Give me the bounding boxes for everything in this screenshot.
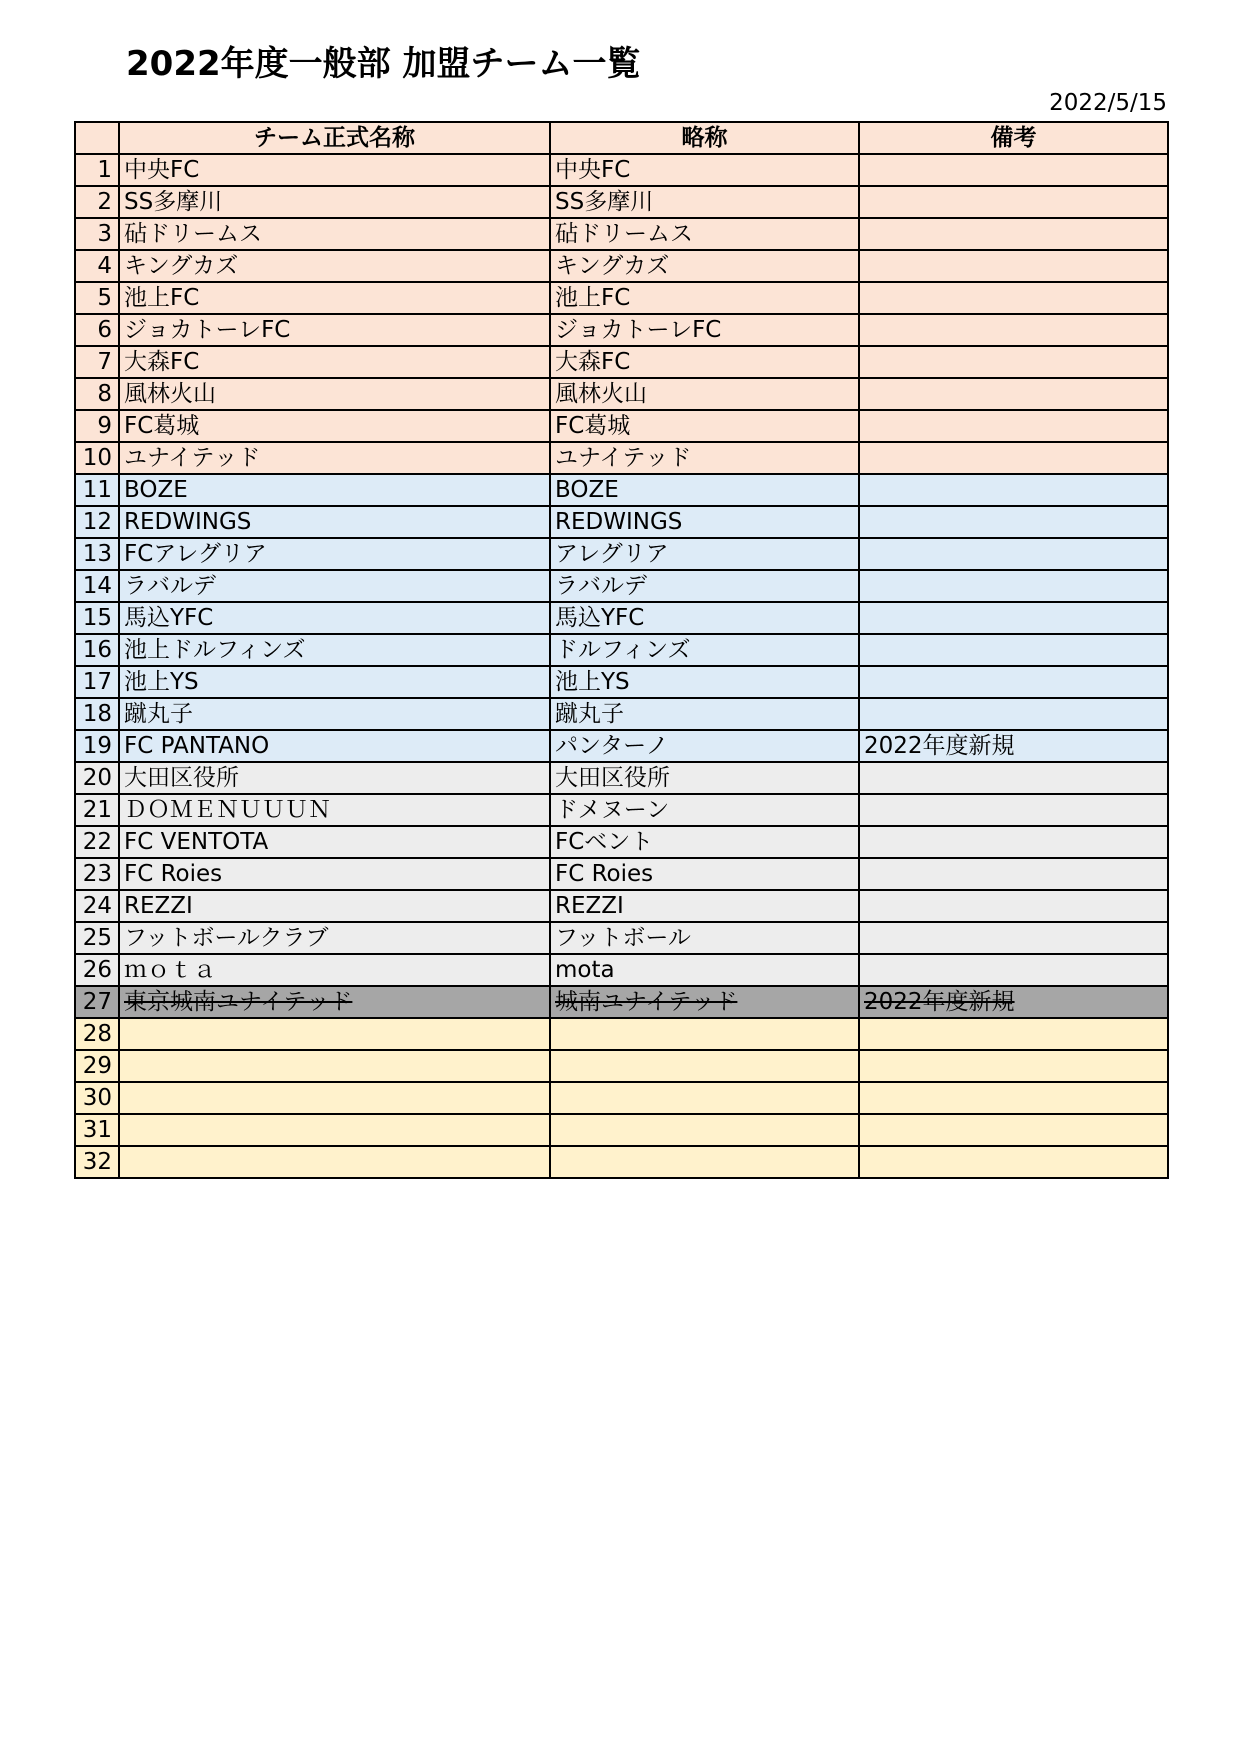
remarks-cell bbox=[859, 218, 1168, 250]
official-name-cell: BOZE bbox=[119, 474, 550, 506]
table-row bbox=[75, 1146, 1168, 1178]
short-name-cell: 城南ユナイテッド bbox=[550, 986, 859, 1018]
table-row bbox=[75, 378, 1168, 410]
remarks-cell bbox=[859, 250, 1168, 282]
row-number-cell: 7 bbox=[75, 346, 119, 378]
row-number-cell: 29 bbox=[75, 1050, 119, 1082]
remarks-cell bbox=[859, 1114, 1168, 1146]
short-name-cell: フットボール bbox=[550, 922, 859, 954]
official-name-cell: 池上ドルフィンズ bbox=[119, 634, 550, 666]
table-row bbox=[75, 154, 1168, 186]
short-name-cell: 中央FC bbox=[550, 154, 859, 186]
table-row bbox=[75, 890, 1168, 922]
row-number-cell: 8 bbox=[75, 378, 119, 410]
row-number-cell: 17 bbox=[75, 666, 119, 698]
short-name-cell: ドルフィンズ bbox=[550, 634, 859, 666]
remarks-cell bbox=[859, 602, 1168, 634]
official-name-cell: 馬込YFC bbox=[119, 602, 550, 634]
table-row bbox=[75, 506, 1168, 538]
remarks-cell bbox=[859, 1146, 1168, 1178]
short-name-cell: BOZE bbox=[550, 474, 859, 506]
remarks-cell: 2022年度新規 bbox=[859, 730, 1168, 762]
remarks-cell bbox=[859, 186, 1168, 218]
official-name-cell bbox=[119, 1082, 550, 1114]
short-name-cell: キングカズ bbox=[550, 250, 859, 282]
row-number-cell: 6 bbox=[75, 314, 119, 346]
short-name-cell bbox=[550, 1082, 859, 1114]
remarks-cell bbox=[859, 154, 1168, 186]
remarks-cell bbox=[859, 954, 1168, 986]
table-row bbox=[75, 570, 1168, 602]
official-name-cell: フットボールクラブ bbox=[119, 922, 550, 954]
row-number-cell: 27 bbox=[75, 986, 119, 1018]
short-name-cell: ユナイテッド bbox=[550, 442, 859, 474]
short-name-cell: アレグリア bbox=[550, 538, 859, 570]
remarks-cell bbox=[859, 378, 1168, 410]
official-name-cell: 大森FC bbox=[119, 346, 550, 378]
remarks-cell bbox=[859, 698, 1168, 730]
remarks-cell bbox=[859, 506, 1168, 538]
short-name-cell bbox=[550, 1018, 859, 1050]
official-name-cell: 風林火山 bbox=[119, 378, 550, 410]
table-row bbox=[75, 634, 1168, 666]
row-number-cell: 16 bbox=[75, 634, 119, 666]
row-number-cell: 3 bbox=[75, 218, 119, 250]
official-name-cell: REDWINGS bbox=[119, 506, 550, 538]
official-name-cell: 大田区役所 bbox=[119, 762, 550, 794]
row-number-cell: 13 bbox=[75, 538, 119, 570]
official-name-cell: SS多摩川 bbox=[119, 186, 550, 218]
short-name-cell: 砧ドリームス bbox=[550, 218, 859, 250]
table-row bbox=[75, 602, 1168, 634]
row-number-cell: 1 bbox=[75, 154, 119, 186]
short-name-cell: 池上FC bbox=[550, 282, 859, 314]
short-name-cell: 蹴丸子 bbox=[550, 698, 859, 730]
official-name-cell: ＤＯＭＥＮＵＵＵＮ bbox=[119, 794, 550, 826]
table-row bbox=[75, 1114, 1168, 1146]
table-header-row bbox=[75, 122, 1168, 154]
official-name-cell: FC葛城 bbox=[119, 410, 550, 442]
row-number-cell: 10 bbox=[75, 442, 119, 474]
remarks-cell bbox=[859, 890, 1168, 922]
remarks-cell bbox=[859, 858, 1168, 890]
row-number-cell: 15 bbox=[75, 602, 119, 634]
row-number-cell: 26 bbox=[75, 954, 119, 986]
table-row bbox=[75, 858, 1168, 890]
remarks-cell bbox=[859, 538, 1168, 570]
remarks-cell bbox=[859, 346, 1168, 378]
official-name-cell: 池上FC bbox=[119, 282, 550, 314]
table-row bbox=[75, 762, 1168, 794]
official-name-cell: 東京城南ユナイテッド bbox=[119, 986, 550, 1018]
official-name-cell: キングカズ bbox=[119, 250, 550, 282]
short-name-cell: mota bbox=[550, 954, 859, 986]
short-name-cell: ジョカトーレFC bbox=[550, 314, 859, 346]
official-name-cell bbox=[119, 1146, 550, 1178]
table-row bbox=[75, 410, 1168, 442]
table-row bbox=[75, 1082, 1168, 1114]
short-name-cell: 大田区役所 bbox=[550, 762, 859, 794]
row-number-cell: 30 bbox=[75, 1082, 119, 1114]
row-number-cell: 5 bbox=[75, 282, 119, 314]
row-number-cell: 24 bbox=[75, 890, 119, 922]
row-number-cell: 18 bbox=[75, 698, 119, 730]
page-title: 2022年度一般部 加盟チーム一覧 bbox=[126, 44, 641, 84]
table-row bbox=[75, 538, 1168, 570]
official-name-cell: FC VENTOTA bbox=[119, 826, 550, 858]
short-name-cell: 馬込YFC bbox=[550, 602, 859, 634]
table-row bbox=[75, 314, 1168, 346]
official-name-cell: 蹴丸子 bbox=[119, 698, 550, 730]
table-row bbox=[75, 954, 1168, 986]
table-row bbox=[75, 1018, 1168, 1050]
short-name-cell: 大森FC bbox=[550, 346, 859, 378]
official-name-cell: FCアレグリア bbox=[119, 538, 550, 570]
table-row bbox=[75, 730, 1168, 762]
row-number-cell: 14 bbox=[75, 570, 119, 602]
remarks-cell bbox=[859, 1082, 1168, 1114]
remarks-cell bbox=[859, 314, 1168, 346]
remarks-cell bbox=[859, 570, 1168, 602]
remarks-cell bbox=[859, 922, 1168, 954]
team-table bbox=[74, 121, 1169, 1179]
row-number-cell: 23 bbox=[75, 858, 119, 890]
short-name-cell: REDWINGS bbox=[550, 506, 859, 538]
row-number-cell: 11 bbox=[75, 474, 119, 506]
remarks-cell bbox=[859, 762, 1168, 794]
short-name-cell: パンターノ bbox=[550, 730, 859, 762]
official-name-cell: FC Roies bbox=[119, 858, 550, 890]
official-name-cell: FC PANTANO bbox=[119, 730, 550, 762]
table-row bbox=[75, 986, 1168, 1018]
table-row bbox=[75, 250, 1168, 282]
remarks-cell bbox=[859, 666, 1168, 698]
table-body bbox=[75, 154, 1168, 1178]
table-row bbox=[75, 282, 1168, 314]
table-row bbox=[75, 922, 1168, 954]
table-row bbox=[75, 666, 1168, 698]
short-name-cell: 池上YS bbox=[550, 666, 859, 698]
header-official-name: チーム正式名称 bbox=[119, 122, 550, 154]
header-short-name: 略称 bbox=[550, 122, 859, 154]
official-name-cell: REZZI bbox=[119, 890, 550, 922]
row-number-cell: 22 bbox=[75, 826, 119, 858]
table-row bbox=[75, 218, 1168, 250]
official-name-cell: 砧ドリームス bbox=[119, 218, 550, 250]
short-name-cell bbox=[550, 1050, 859, 1082]
remarks-cell bbox=[859, 794, 1168, 826]
official-name-cell: ラバルデ bbox=[119, 570, 550, 602]
official-name-cell: ｍｏｔａ bbox=[119, 954, 550, 986]
short-name-cell: FC葛城 bbox=[550, 410, 859, 442]
short-name-cell: 風林火山 bbox=[550, 378, 859, 410]
short-name-cell bbox=[550, 1146, 859, 1178]
row-number-cell: 32 bbox=[75, 1146, 119, 1178]
short-name-cell: SS多摩川 bbox=[550, 186, 859, 218]
row-number-cell: 28 bbox=[75, 1018, 119, 1050]
official-name-cell bbox=[119, 1018, 550, 1050]
header-number bbox=[75, 122, 119, 154]
short-name-cell: FC Roies bbox=[550, 858, 859, 890]
row-number-cell: 21 bbox=[75, 794, 119, 826]
short-name-cell: FCベント bbox=[550, 826, 859, 858]
row-number-cell: 20 bbox=[75, 762, 119, 794]
header-remarks: 備考 bbox=[859, 122, 1168, 154]
remarks-cell bbox=[859, 410, 1168, 442]
official-name-cell: 池上YS bbox=[119, 666, 550, 698]
remarks-cell bbox=[859, 634, 1168, 666]
remarks-cell bbox=[859, 442, 1168, 474]
remarks-cell bbox=[859, 1018, 1168, 1050]
remarks-cell bbox=[859, 474, 1168, 506]
row-number-cell: 31 bbox=[75, 1114, 119, 1146]
remarks-cell bbox=[859, 826, 1168, 858]
short-name-cell: ドメヌーン bbox=[550, 794, 859, 826]
remarks-cell: 2022年度新規 bbox=[859, 986, 1168, 1018]
official-name-cell: ユナイテッド bbox=[119, 442, 550, 474]
short-name-cell bbox=[550, 1114, 859, 1146]
table-row bbox=[75, 346, 1168, 378]
short-name-cell: ラバルデ bbox=[550, 570, 859, 602]
row-number-cell: 4 bbox=[75, 250, 119, 282]
table-row bbox=[75, 1050, 1168, 1082]
remarks-cell bbox=[859, 282, 1168, 314]
row-number-cell: 2 bbox=[75, 186, 119, 218]
row-number-cell: 12 bbox=[75, 506, 119, 538]
row-number-cell: 25 bbox=[75, 922, 119, 954]
row-number-cell: 9 bbox=[75, 410, 119, 442]
table-row bbox=[75, 442, 1168, 474]
remarks-cell bbox=[859, 1050, 1168, 1082]
table-row bbox=[75, 474, 1168, 506]
official-name-cell bbox=[119, 1050, 550, 1082]
table-row bbox=[75, 186, 1168, 218]
short-name-cell: REZZI bbox=[550, 890, 859, 922]
official-name-cell: 中央FC bbox=[119, 154, 550, 186]
document-date: 2022/5/15 bbox=[1049, 90, 1167, 116]
table-row bbox=[75, 826, 1168, 858]
official-name-cell bbox=[119, 1114, 550, 1146]
table-row bbox=[75, 794, 1168, 826]
table-row bbox=[75, 698, 1168, 730]
row-number-cell: 19 bbox=[75, 730, 119, 762]
official-name-cell: ジョカトーレFC bbox=[119, 314, 550, 346]
